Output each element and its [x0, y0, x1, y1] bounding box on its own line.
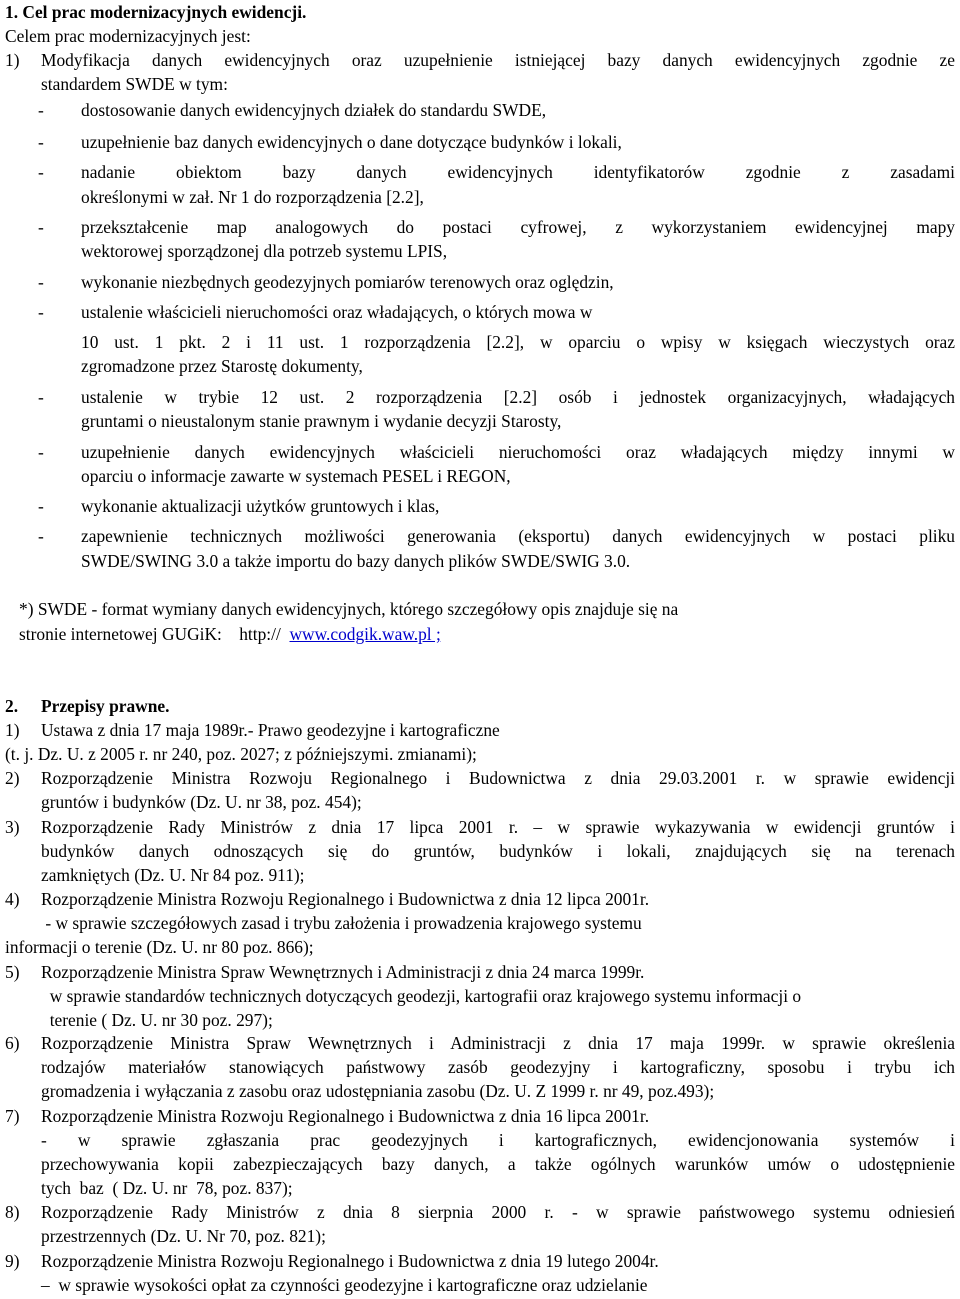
item-number: 2) [5, 768, 20, 788]
codgik-link[interactable]: www.codgik.waw.pl ; [289, 624, 441, 644]
dash: - [38, 496, 44, 516]
item-text: Modyfikacja danych ewidencyjnych oraz uzupełnienie istniejącej bazy danych ewidencyjnych zgodnie ze [41, 50, 955, 70]
bullet-text: nadanie obiektom bazy danych ewidencyjnych identyfikatorów zgodnie z zasadami [81, 162, 955, 182]
item-number: 9) [5, 1251, 20, 1271]
bullet-text: wykonanie aktualizacji użytków gruntowych i klas, [81, 496, 440, 516]
item-text: - w sprawie szczegółowych zasad i trybu założenia i prowadzenia krajowego systemu [41, 913, 642, 933]
item-text: rodzajów materiałów stanowiących państwowy zasób geodezyjny i kartograficzny, sposobu i trybu ich [41, 1057, 955, 1077]
item-text: Rozporządzenie Rady Ministrów z dnia 17 lipca 2001 r. – w sprawie wykazywania w ewidencji gruntów i [41, 817, 955, 837]
item-text: Rozporządzenie Ministra Rozwoju Regionalnego i Budownictwa z dnia 16 lipca 2001r. [41, 1106, 650, 1126]
item-text: Ustawa z dnia 17 maja 1989r.- Prawo geodezyjne i kartograficzne [41, 720, 500, 740]
item-number: 5) [5, 962, 20, 982]
bullet-text: zapewnienie technicznych możliwości generowania (eksportu) danych ewidencyjnych w postaci pliku [81, 526, 955, 546]
bullet-text: uzupełnienie baz danych ewidencyjnych o dane dotyczące budynków i lokali, [81, 132, 622, 152]
dash: - [38, 162, 44, 182]
bullet-text: dostosowanie danych ewidencyjnych działek do standardu SWDE, [81, 100, 547, 120]
bullet-text: wykonanie niezbędnych geodezyjnych pomiarów terenowych oraz oględzin, [81, 272, 614, 292]
bullet-text: SWDE/SWING 3.0 a także importu do bazy danych plików SWDE/SWIG 3.0. [81, 551, 631, 571]
footnote: *) SWDE - format wymiany danych ewidencyjnych, którego szczegółowy opis znajduje się na [19, 599, 679, 619]
dash: - [38, 217, 44, 237]
item-number: 1) [5, 50, 20, 70]
bullet-text: określonymi w zał. Nr 1 do rozporządzenia [2.2], [81, 187, 424, 207]
item-text: terenie ( Dz. U. nr 30 poz. 297); [41, 1010, 273, 1030]
dash: - [38, 526, 44, 546]
item-text: – w sprawie wysokości opłat za czynności geodezyjne i kartograficzne oraz udzielanie [41, 1275, 648, 1295]
item-number: 8) [5, 1202, 20, 1222]
item-number: 6) [5, 1033, 20, 1053]
item-text: budynków danych odnoszących się do gruntów, budynków i lokali, znajdujących się na terenach [41, 841, 955, 861]
item-text: standardem SWDE w tym: [41, 74, 228, 94]
bullet-text: ustalenie w trybie 12 ust. 2 rozporządzenia [2.2] osób i jednostek organizacyjnych, władających [81, 387, 955, 407]
dash: - [38, 132, 44, 152]
item-text: Rozporządzenie Ministra Spraw Wewnętrznych i Administracji z dnia 24 marca 1999r. [41, 962, 645, 982]
dash: - [38, 442, 44, 462]
item-text: - w sprawie zgłaszania prac geodezyjnych i kartograficznych, ewidencjonowania systemów i [41, 1130, 955, 1150]
bullet-text: wektorowej sporządzonej dla potrzeb systemu LPIS, [81, 241, 448, 261]
section-title: Przepisy prawne. [41, 696, 170, 716]
bullet-text: gruntami o nieustalonym stanie prawnym i wydanie decyzji Starosty, [81, 411, 562, 431]
section-number: 2. [5, 696, 19, 716]
bullet-text: zgromadzone przez Starostę dokumenty, [81, 356, 363, 376]
section-1-title: 1. Cel prac modernizacyjnych ewidencji. [5, 2, 307, 22]
bullet-text: 10 ust. 1 pkt. 2 i 11 ust. 1 rozporządzenia [2.2], w oparciu o wpisy w księgach wieczystych oraz [81, 332, 955, 352]
bullet-text: uzupełnienie danych ewidencyjnych właścicieli nieruchomości oraz władających między innymi w [81, 442, 955, 462]
item-text: tych baz ( Dz. U. nr 78, poz. 837); [41, 1178, 293, 1198]
item-text: Rozporządzenie Rady Ministrów z dnia 8 sierpnia 2000 r. - w sprawie państwowego systemu odniesień [41, 1202, 955, 1222]
item-number: 1) [5, 720, 20, 740]
dash: - [38, 302, 44, 322]
section-1-intro: Celem prac modernizacyjnych jest: [5, 26, 251, 46]
item-text: przechowywania kopii zabezpieczających bazy danych, a także ogólnych warunków umów o udostępnienie [41, 1154, 955, 1174]
bullet-text: ustalenie właścicieli nieruchomości oraz władających, o których mowa w [81, 302, 593, 322]
item-text: Rozporządzenie Ministra Spraw Wewnętrznych i Administracji z dnia 17 maja 1999r. w sprawie określenia [41, 1033, 955, 1053]
bullet-text: przekształcenie map analogowych do postaci cyfrowej, z wykorzystaniem ewidencyjnej mapy [81, 217, 955, 237]
law-item-cont: informacji o terenie (Dz. U. nr 80 poz. 866); [5, 937, 314, 957]
item-number: 4) [5, 889, 20, 909]
footnote-cont [19, 622, 955, 646]
item-text: w sprawie standardów technicznych dotyczących geodezji, kartografii oraz krajowego systemu informacji o [41, 986, 802, 1006]
item-text: gromadzenia i wyłączania z zasobu oraz udostępniania zasobu (Dz. U. Z 1999 r. nr 49, poz.493); [41, 1081, 715, 1101]
item-text: zamkniętych (Dz. U. Nr 84 poz. 911); [41, 865, 305, 885]
item-text: przestrzennych (Dz. U. Nr 70, poz. 821); [41, 1226, 326, 1246]
dash: - [38, 272, 44, 292]
law-item-cont: (t. j. Dz. U. z 2005 r. nr 240, poz. 2027; z późniejszymi. zmianami); [5, 744, 477, 764]
item-text: gruntów i budynków (Dz. U. nr 38, poz. 454); [41, 792, 362, 812]
footnote-text: stronie internetowej GUGiK: http:// [19, 624, 290, 644]
dash: - [38, 387, 44, 407]
item-text: Rozporządzenie Ministra Rozwoju Regionalnego i Budownictwa z dnia 12 lipca 2001r. [41, 889, 650, 909]
item-number: 7) [5, 1106, 20, 1126]
item-text: Rozporządzenie Ministra Rozwoju Regionalnego i Budownictwa z dnia 29.03.2001 r. w sprawie ewidencji [41, 768, 955, 788]
dash: - [38, 100, 44, 120]
bullet-text: oparciu o informacje zawarte w systemach PESEL i REGON, [81, 466, 511, 486]
item-text: Rozporządzenie Ministra Rozwoju Regionalnego i Budownictwa z dnia 19 lutego 2004r. [41, 1251, 659, 1271]
item-number: 3) [5, 817, 20, 837]
